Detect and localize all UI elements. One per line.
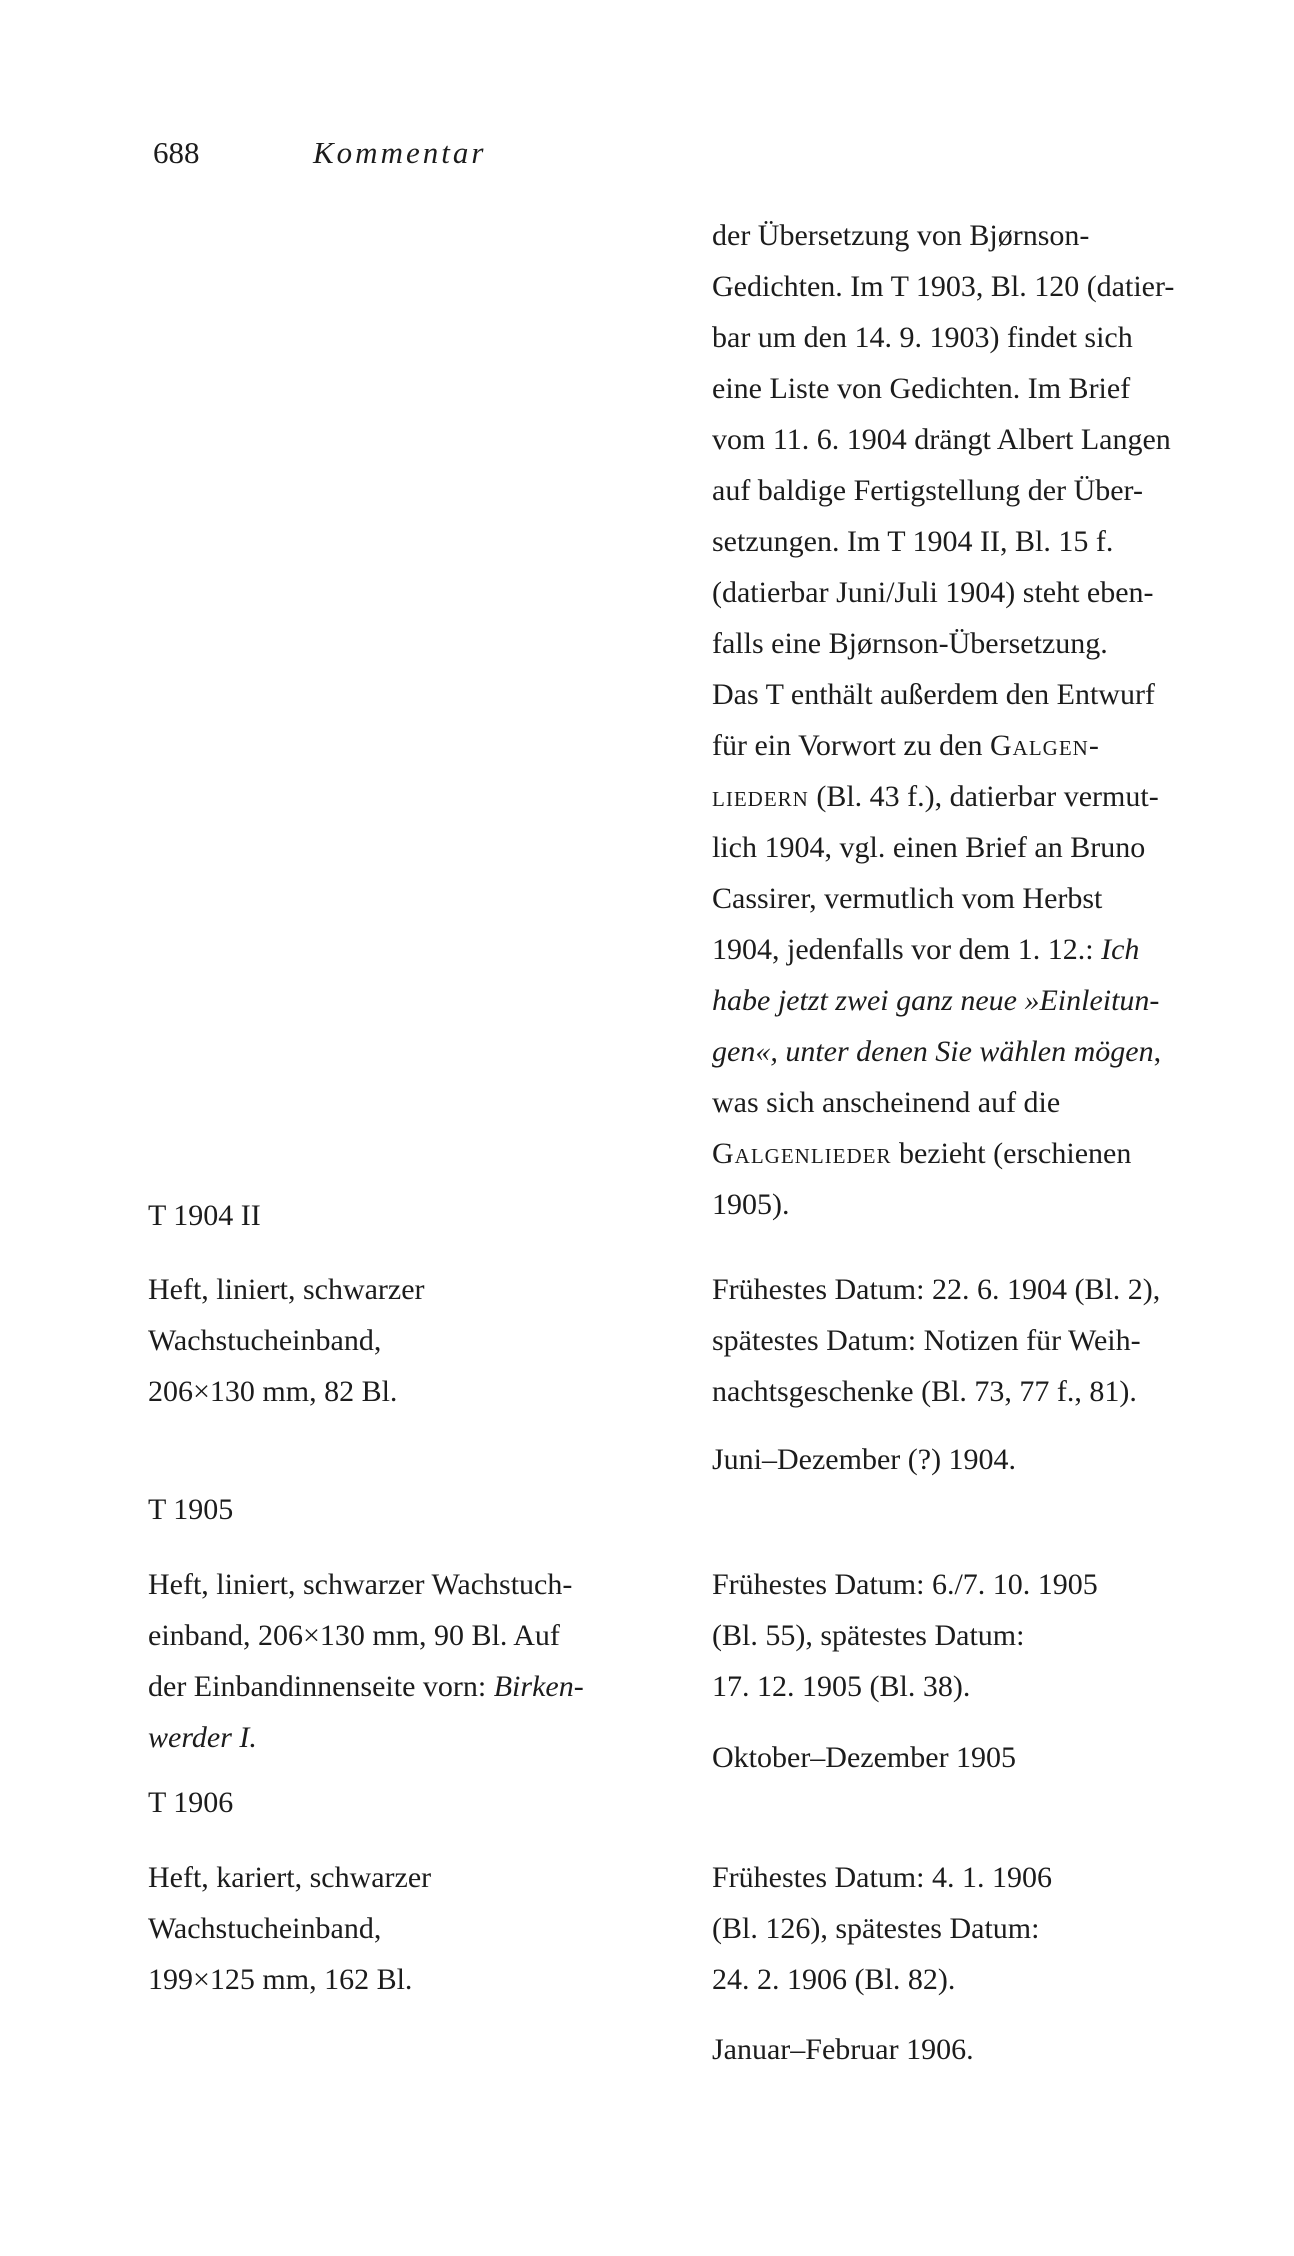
text-line: [712, 1128, 1131, 1179]
text-line: setzungen. Im T 1904 II, Bl. 15 f.: [712, 525, 1114, 558]
entry-dating-line: spätestes Datum: Notizen für Weih-: [712, 1324, 1141, 1357]
text-line: [712, 771, 1159, 822]
text-line: Cassirer, vermutlich vom Herbst: [712, 882, 1103, 915]
entry-siglum: T 1906: [148, 1786, 234, 1819]
entry-description-line: Heft, liniert, schwarzer: [148, 1273, 425, 1306]
page-number: 688: [153, 135, 200, 170]
running-head: Kommentar: [313, 135, 487, 170]
work-title: Galgen-: [990, 729, 1100, 762]
inscription-line: werder I.: [148, 1721, 257, 1754]
quotation-line: habe jetzt zwei ganz neue »Einleitun-: [712, 984, 1160, 1017]
entry-description-line: Wachstucheinband,: [148, 1324, 382, 1357]
work-title: liedern: [712, 780, 809, 813]
text-line: [712, 924, 1139, 975]
text-line: auf baldige Fertigstellung der Über-: [712, 474, 1143, 507]
work-title: Galgenlieder: [712, 1137, 892, 1170]
entry-dating-line: nachtsgeschenke (Bl. 73, 77 f., 81).: [712, 1375, 1137, 1408]
entry-siglum: T 1904 II: [148, 1199, 261, 1232]
text-run: der Einbandinnenseite vorn:: [148, 1670, 494, 1703]
entry-dating-line: 24. 2. 1906 (Bl. 82).: [712, 1963, 956, 1996]
entry-dating-line: 17. 12. 1905 (Bl. 38).: [712, 1670, 971, 1703]
entry-period: Oktober–Dezember 1905: [712, 1741, 1017, 1774]
text-run: (Bl. 43 f.), datierbar vermut-: [808, 780, 1159, 813]
text-run: für ein Vorwort zu den: [712, 729, 990, 762]
text-line: lich 1904, vgl. einen Brief an Bruno: [712, 831, 1146, 864]
text-line: falls eine Bjørnson-Übersetzung.: [712, 627, 1108, 660]
entry-description-line: 199×125 mm, 162 Bl.: [148, 1963, 413, 1996]
text-line: Das T enthält außerdem den Entwurf: [712, 678, 1155, 711]
page-header: [0, 128, 1294, 178]
text-line: Gedichten. Im T 1903, Bl. 120 (datier-: [712, 270, 1175, 303]
entry-period: Januar–Februar 1906.: [712, 2033, 974, 2066]
entry-description-line: einband, 206×130 mm, 90 Bl. Auf: [148, 1619, 560, 1652]
entry-description-line: [148, 1661, 584, 1712]
text-run: ,: [1153, 1035, 1162, 1068]
entry-description-line: 206×130 mm, 82 Bl.: [148, 1375, 398, 1408]
text-line: [712, 1026, 1161, 1077]
text-run: 1904, jedenfalls vor dem 1. 12.:: [712, 933, 1102, 966]
text-run: bezieht (erschienen: [891, 1137, 1132, 1170]
text-line: (datierbar Juni/Juli 1904) steht eben-: [712, 576, 1154, 609]
entry-period: Juni–Dezember (?) 1904.: [712, 1443, 1017, 1476]
entry-dating-line: Frühestes Datum: 6./7. 10. 1905: [712, 1568, 1098, 1601]
text-line: 1905).: [712, 1188, 790, 1221]
entry-description-line: Heft, kariert, schwarzer: [148, 1861, 432, 1894]
text-line: [712, 720, 1100, 771]
text-line: eine Liste von Gedichten. Im Brief: [712, 372, 1131, 405]
entry-dating-line: Frühestes Datum: 22. 6. 1904 (Bl. 2),: [712, 1273, 1161, 1306]
quotation: gen«, unter denen Sie wählen mögen: [712, 1035, 1154, 1068]
text-line: vom 11. 6. 1904 drängt Albert Langen: [712, 423, 1171, 456]
entry-description-line: Heft, liniert, schwarzer Wachstuch-: [148, 1568, 573, 1601]
quotation: Ich: [1101, 933, 1140, 966]
entry-dating-line: (Bl. 126), spätestes Datum:: [712, 1912, 1040, 1945]
text-line: bar um den 14. 9. 1903) findet sich: [712, 321, 1133, 354]
inscription: Birken-: [493, 1670, 584, 1703]
entry-dating-line: (Bl. 55), spätestes Datum:: [712, 1619, 1025, 1652]
text-line: was sich anscheinend auf die: [712, 1086, 1061, 1119]
entry-siglum: T 1905: [148, 1493, 234, 1526]
text-line: der Übersetzung von Bjørnson-: [712, 219, 1090, 252]
entry-description-line: Wachstucheinband,: [148, 1912, 382, 1945]
entry-dating-line: Frühestes Datum: 4. 1. 1906: [712, 1861, 1052, 1894]
